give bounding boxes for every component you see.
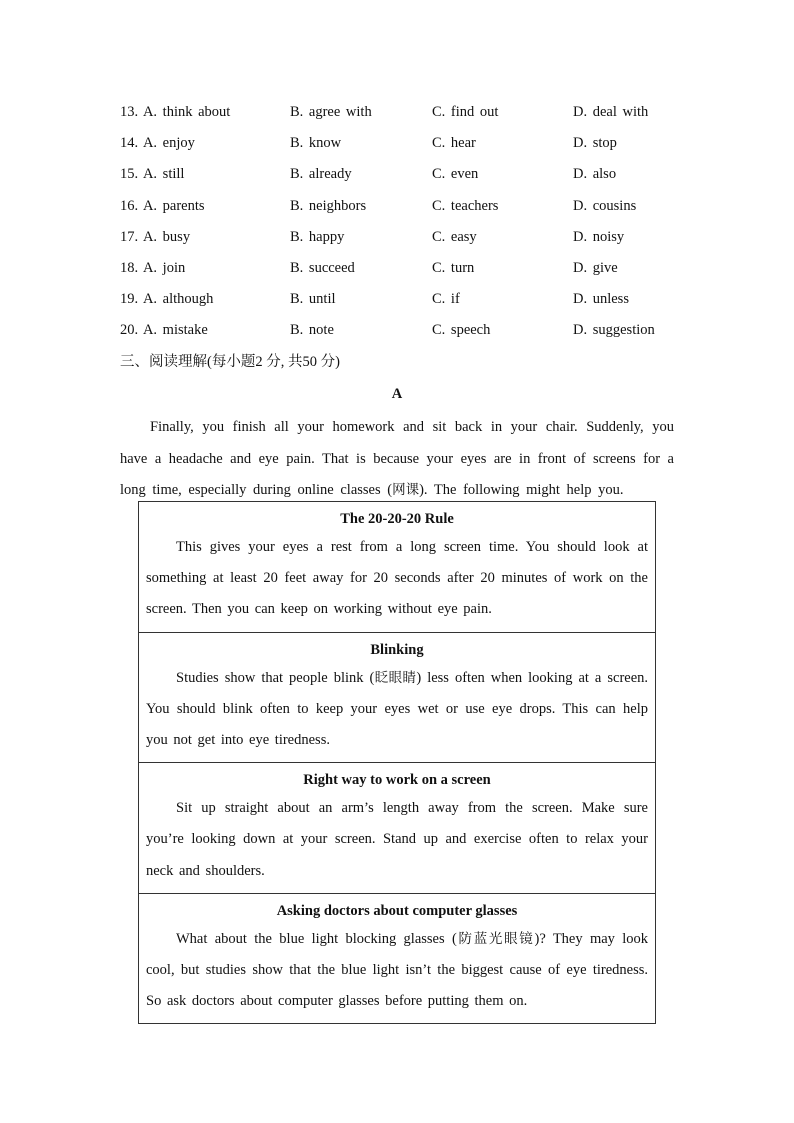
tip-title: Asking doctors about computer glasses bbox=[276, 902, 518, 919]
option-c: C. even bbox=[432, 166, 479, 183]
intro-cjk-term: 网课 bbox=[392, 482, 420, 498]
option-a: 20. A. mistake bbox=[120, 322, 208, 339]
option-b: B. note bbox=[290, 322, 334, 339]
option-c: C. teachers bbox=[432, 197, 499, 214]
tip-body bbox=[146, 663, 648, 757]
option-d: D. also bbox=[573, 166, 617, 183]
option-c: C. hear bbox=[432, 135, 476, 152]
option-c: C. if bbox=[432, 291, 460, 308]
option-c: C. turn bbox=[432, 259, 475, 276]
tip-body bbox=[146, 532, 648, 626]
option-b: B. neighbors bbox=[290, 197, 367, 214]
option-b: B. succeed bbox=[290, 259, 355, 276]
passage-label: A bbox=[391, 386, 403, 402]
option-d: D. cousins bbox=[573, 197, 637, 214]
multiple-choice-options bbox=[120, 101, 680, 351]
option-row-18 bbox=[120, 257, 680, 288]
option-row-17 bbox=[120, 226, 680, 257]
tip-body-text-end: ) less often when looking at a screen. You should blink often to keep your eyes wet or use eye drops. This can help you not get into eye tiredness. bbox=[146, 669, 649, 749]
option-d: D. noisy bbox=[573, 228, 625, 245]
tips-table bbox=[138, 501, 656, 1024]
tip-cjk-term: 眨眼睛 bbox=[374, 669, 417, 686]
option-row-13 bbox=[120, 101, 680, 132]
option-c: C. speech bbox=[432, 322, 491, 339]
option-b: B. know bbox=[290, 135, 342, 152]
tip-title: The 20-20-20 Rule bbox=[340, 511, 454, 527]
intro-text-end: ). The following might help you. bbox=[419, 482, 624, 498]
option-d: D. stop bbox=[573, 135, 617, 152]
tip-body bbox=[146, 924, 648, 1018]
passage-intro bbox=[120, 412, 674, 507]
tip-body-text-start: What about the blue light blocking glasses ( bbox=[176, 930, 457, 947]
tip-body-text: This gives your eyes a rest from a long screen time. You should look at something at least 20 feet away for 20 seconds after 20 minutes of work on the screen. Then you can keep on working without eye pain. bbox=[146, 539, 648, 618]
tip-cjk-term: 防蓝光眼镜 bbox=[456, 930, 535, 947]
tip-title: Right way to work on a screen bbox=[303, 772, 491, 789]
option-a: 15. A. still bbox=[120, 166, 185, 183]
section-heading: 三、阅读理解(每小题2 分, 共50 分) bbox=[120, 354, 340, 370]
option-row-16 bbox=[120, 195, 680, 226]
option-row-20 bbox=[120, 319, 680, 350]
option-d: D. unless bbox=[573, 291, 629, 308]
tip-box-right-way bbox=[139, 763, 655, 894]
option-row-14 bbox=[120, 132, 680, 163]
option-d: D. deal with bbox=[573, 104, 649, 120]
option-c: C. find out bbox=[432, 104, 499, 120]
tip-body bbox=[146, 793, 648, 887]
option-a: 19. A. although bbox=[120, 291, 214, 308]
tip-body-text-end: )? They may look cool, but studies show that the blue light isn’t the biggest cause of eye tiredness. So ask doctors about computer glasses before putting them on. bbox=[146, 930, 649, 1010]
option-row-15 bbox=[120, 163, 680, 194]
tip-box-computer-glasses bbox=[139, 894, 655, 1024]
option-row-19 bbox=[120, 288, 680, 319]
option-a: 18. A. join bbox=[120, 259, 186, 276]
tip-box-20-20-20 bbox=[139, 502, 655, 633]
option-d: D. give bbox=[573, 259, 618, 276]
tip-body-text: Sit up straight about an arm’s length away from the screen. Make sure you’re looking down at your screen. Stand up and exercise often to relax your neck and shoulders. bbox=[146, 800, 648, 879]
tip-title: Blinking bbox=[370, 641, 424, 658]
option-c: C. easy bbox=[432, 228, 477, 245]
option-d: D. suggestion bbox=[573, 322, 655, 339]
option-a: 13. A. think about bbox=[120, 104, 231, 120]
option-b: B. happy bbox=[290, 228, 345, 245]
option-b: B. until bbox=[290, 291, 336, 308]
option-a: 17. A. busy bbox=[120, 228, 191, 245]
option-b: B. agree with bbox=[290, 104, 372, 120]
option-a: 16. A. parents bbox=[120, 197, 205, 214]
tip-box-blinking bbox=[139, 633, 655, 764]
intro-text-start: Finally, you finish all your homework and sit back in your chair. Suddenly, you have a headache and eye pain. That is because your eyes are in front of screens for a long time, especially during online classes ( bbox=[120, 419, 674, 498]
option-b: B. already bbox=[290, 166, 352, 183]
option-a: 14. A. enjoy bbox=[120, 135, 195, 152]
tip-body-text-start: Studies show that people blink ( bbox=[176, 669, 375, 686]
